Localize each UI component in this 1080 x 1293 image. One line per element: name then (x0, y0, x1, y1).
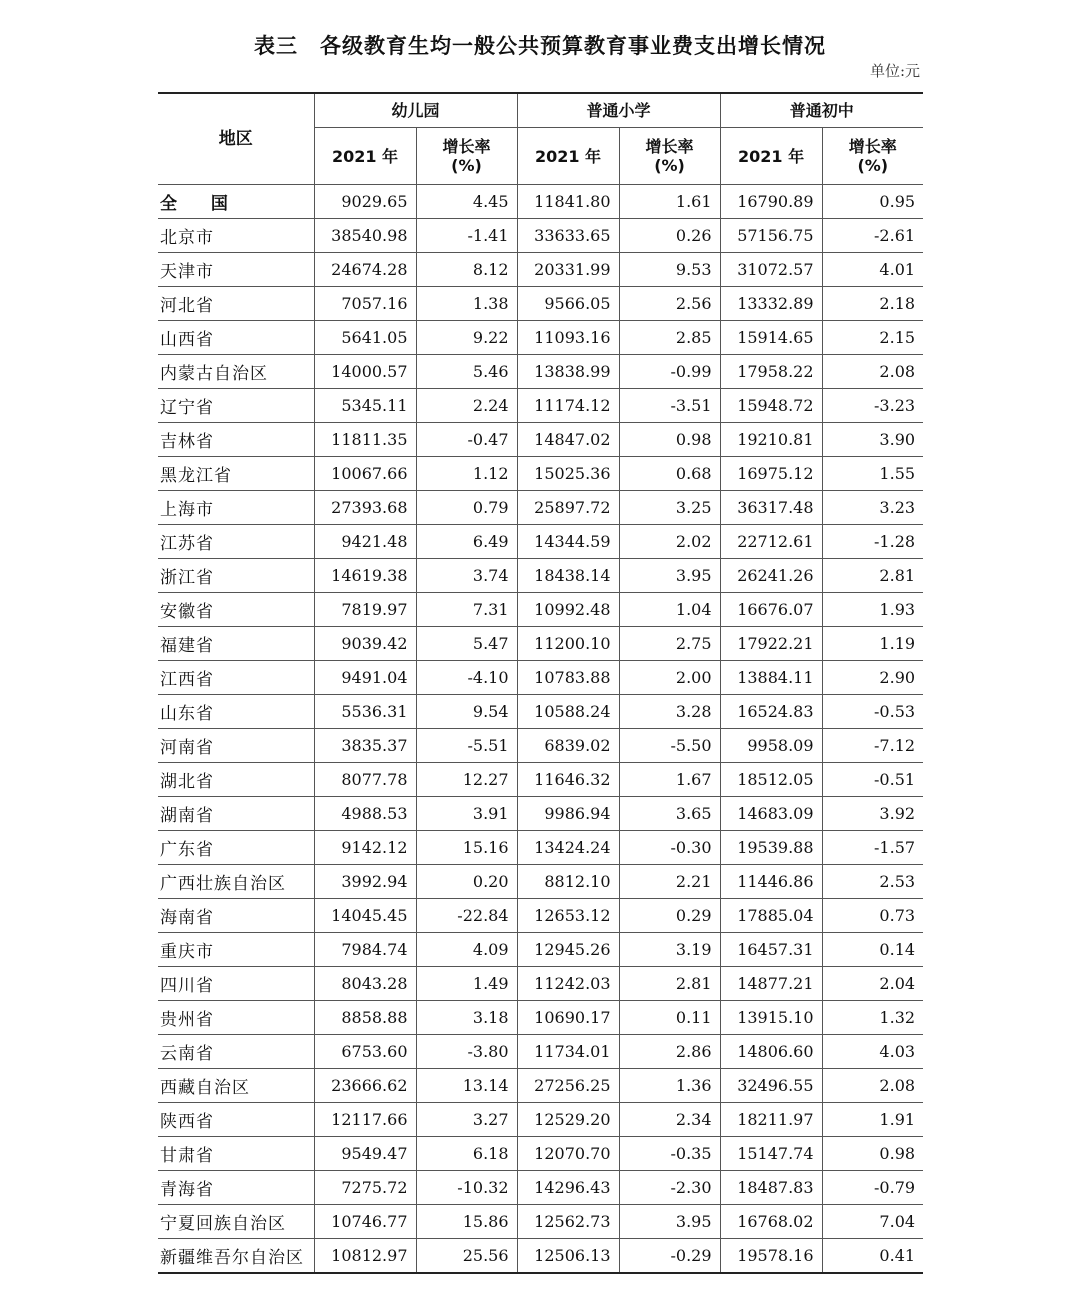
growth-rate-cell: 2.21 (619, 865, 720, 899)
region-cell: 湖北省 (158, 763, 314, 797)
amount-cell: 9958.09 (720, 729, 822, 763)
amount-cell: 5345.11 (314, 389, 416, 423)
table-row (158, 525, 923, 559)
growth-rate-cell: 3.95 (619, 559, 720, 593)
growth-rate-cell: -3.80 (416, 1035, 517, 1069)
region-cell: 重庆市 (158, 933, 314, 967)
region-cell: 辽宁省 (158, 389, 314, 423)
amount-cell: 8858.88 (314, 1001, 416, 1035)
growth-rate-cell: -2.30 (619, 1171, 720, 1205)
growth-rate-column-header: 增长率 (%) (619, 128, 720, 185)
growth-rate-cell: 0.73 (822, 899, 923, 933)
growth-rate-cell: 0.20 (416, 865, 517, 899)
growth-rate-cell: 3.18 (416, 1001, 517, 1035)
amount-cell: 14619.38 (314, 559, 416, 593)
amount-cell: 14847.02 (517, 423, 619, 457)
growth-rate-cell: 4.01 (822, 253, 923, 287)
growth-rate-cell: -3.23 (822, 389, 923, 423)
region-cell: 北京市 (158, 219, 314, 253)
region-cell: 江西省 (158, 661, 314, 695)
growth-rate-cell: 5.46 (416, 355, 517, 389)
amount-cell: 17922.21 (720, 627, 822, 661)
growth-rate-cell: 9.22 (416, 321, 517, 355)
expenditure-table (158, 92, 923, 1274)
amount-cell: 10746.77 (314, 1205, 416, 1239)
growth-rate-cell: -0.47 (416, 423, 517, 457)
amount-cell: 33633.65 (517, 219, 619, 253)
amount-cell: 9029.65 (314, 185, 416, 219)
growth-rate-cell: -5.50 (619, 729, 720, 763)
growth-rate-cell: 13.14 (416, 1069, 517, 1103)
growth-rate-cell: 3.27 (416, 1103, 517, 1137)
growth-rate-cell: 0.95 (822, 185, 923, 219)
amount-cell: 27393.68 (314, 491, 416, 525)
region-cell: 河北省 (158, 287, 314, 321)
table-row (158, 1035, 923, 1069)
amount-cell: 15147.74 (720, 1137, 822, 1171)
amount-cell: 11242.03 (517, 967, 619, 1001)
amount-cell: 25897.72 (517, 491, 619, 525)
amount-cell: 11200.10 (517, 627, 619, 661)
amount-cell: 13838.99 (517, 355, 619, 389)
amount-cell: 13424.24 (517, 831, 619, 865)
amount-cell: 31072.57 (720, 253, 822, 287)
growth-rate-cell: 1.12 (416, 457, 517, 491)
region-cell: 陕西省 (158, 1103, 314, 1137)
growth-rate-cell: 2.90 (822, 661, 923, 695)
growth-rate-column-header: 增长率 (%) (416, 128, 517, 185)
region-cell: 甘肃省 (158, 1137, 314, 1171)
amount-cell: 16676.07 (720, 593, 822, 627)
growth-rate-cell: -0.35 (619, 1137, 720, 1171)
region-cell: 天津市 (158, 253, 314, 287)
region-cell: 四川省 (158, 967, 314, 1001)
growth-rate-cell: 1.38 (416, 287, 517, 321)
amount-cell: 3835.37 (314, 729, 416, 763)
growth-rate-cell: 7.31 (416, 593, 517, 627)
growth-rate-cell: 2.18 (822, 287, 923, 321)
amount-cell: 16524.83 (720, 695, 822, 729)
growth-rate-cell: 4.09 (416, 933, 517, 967)
table-row (158, 899, 923, 933)
amount-cell: 27256.25 (517, 1069, 619, 1103)
amount-cell: 19539.88 (720, 831, 822, 865)
table-row (158, 933, 923, 967)
amount-cell: 19578.16 (720, 1239, 822, 1274)
table-row (158, 321, 923, 355)
amount-cell: 14683.09 (720, 797, 822, 831)
amount-cell: 14045.45 (314, 899, 416, 933)
amount-cell: 14877.21 (720, 967, 822, 1001)
amount-cell: 11174.12 (517, 389, 619, 423)
table-row (158, 967, 923, 1001)
growth-rate-cell: 3.19 (619, 933, 720, 967)
table-title: 表三 各级教育生均一般公共预算教育事业费支出增长情况 (254, 34, 826, 58)
growth-rate-cell: 1.04 (619, 593, 720, 627)
growth-rate-cell: 0.26 (619, 219, 720, 253)
growth-rate-cell: -0.53 (822, 695, 923, 729)
growth-rate-cell: 5.47 (416, 627, 517, 661)
amount-cell: 9566.05 (517, 287, 619, 321)
amount-cell: 9039.42 (314, 627, 416, 661)
growth-rate-cell: 2.00 (619, 661, 720, 695)
amount-cell: 12653.12 (517, 899, 619, 933)
amount-cell: 36317.48 (720, 491, 822, 525)
growth-rate-cell: 3.90 (822, 423, 923, 457)
amount-cell: 15948.72 (720, 389, 822, 423)
table-row (158, 661, 923, 695)
region-cell: 新疆维吾尔自治区 (158, 1239, 314, 1274)
table-row (158, 253, 923, 287)
amount-cell: 7275.72 (314, 1171, 416, 1205)
amount-cell: 10067.66 (314, 457, 416, 491)
region-cell: 全 国 (158, 185, 314, 219)
growth-rate-cell: 2.53 (822, 865, 923, 899)
growth-rate-cell: 1.55 (822, 457, 923, 491)
table-row (158, 695, 923, 729)
year-column-header: 2021 年 (720, 128, 822, 185)
amount-cell: 16457.31 (720, 933, 822, 967)
amount-cell: 7984.74 (314, 933, 416, 967)
table-row (158, 593, 923, 627)
region-cell: 广西壮族自治区 (158, 865, 314, 899)
growth-rate-cell: 0.98 (619, 423, 720, 457)
amount-cell: 15025.36 (517, 457, 619, 491)
amount-cell: 9142.12 (314, 831, 416, 865)
region-cell: 吉林省 (158, 423, 314, 457)
growth-rate-cell: 4.45 (416, 185, 517, 219)
amount-cell: 20331.99 (517, 253, 619, 287)
amount-cell: 9549.47 (314, 1137, 416, 1171)
table-row (158, 627, 923, 661)
growth-rate-cell: -7.12 (822, 729, 923, 763)
amount-cell: 11734.01 (517, 1035, 619, 1069)
amount-cell: 9986.94 (517, 797, 619, 831)
region-column-header: 地区 (158, 93, 314, 185)
growth-rate-cell: -0.51 (822, 763, 923, 797)
amount-cell: 16790.89 (720, 185, 822, 219)
growth-rate-column-header: 增长率 (%) (822, 128, 923, 185)
amount-cell: 4988.53 (314, 797, 416, 831)
growth-rate-cell: 2.34 (619, 1103, 720, 1137)
growth-rate-cell: -0.79 (822, 1171, 923, 1205)
table-row (158, 491, 923, 525)
amount-cell: 6753.60 (314, 1035, 416, 1069)
amount-cell: 12070.70 (517, 1137, 619, 1171)
growth-rate-cell: 1.67 (619, 763, 720, 797)
growth-rate-cell: 2.24 (416, 389, 517, 423)
amount-cell: 18438.14 (517, 559, 619, 593)
growth-rate-cell: 2.08 (822, 1069, 923, 1103)
growth-rate-cell: 3.74 (416, 559, 517, 593)
table-row (158, 423, 923, 457)
amount-cell: 11646.32 (517, 763, 619, 797)
amount-cell: 10690.17 (517, 1001, 619, 1035)
region-cell: 山东省 (158, 695, 314, 729)
amount-cell: 10812.97 (314, 1239, 416, 1274)
growth-rate-cell: 1.32 (822, 1001, 923, 1035)
growth-rate-cell: 1.19 (822, 627, 923, 661)
amount-cell: 38540.98 (314, 219, 416, 253)
amount-cell: 23666.62 (314, 1069, 416, 1103)
amount-cell: 14344.59 (517, 525, 619, 559)
growth-rate-cell: -4.10 (416, 661, 517, 695)
unit-label: 单位:元 (869, 62, 920, 80)
year-column-header: 2021 年 (517, 128, 619, 185)
group-header-kindergarten: 幼儿园 (314, 93, 517, 128)
growth-rate-cell: 2.75 (619, 627, 720, 661)
region-cell: 安徽省 (158, 593, 314, 627)
group-header-junior-high: 普通初中 (720, 93, 923, 128)
growth-rate-cell: 2.81 (619, 967, 720, 1001)
amount-cell: 11811.35 (314, 423, 416, 457)
amount-cell: 13884.11 (720, 661, 822, 695)
growth-rate-cell: -1.28 (822, 525, 923, 559)
growth-rate-cell: -10.32 (416, 1171, 517, 1205)
growth-rate-cell: 2.81 (822, 559, 923, 593)
table-row (158, 1137, 923, 1171)
region-cell: 内蒙古自治区 (158, 355, 314, 389)
amount-cell: 8077.78 (314, 763, 416, 797)
amount-cell: 18487.83 (720, 1171, 822, 1205)
growth-rate-cell: 2.15 (822, 321, 923, 355)
amount-cell: 16768.02 (720, 1205, 822, 1239)
amount-cell: 11446.86 (720, 865, 822, 899)
table-row (158, 1069, 923, 1103)
amount-cell: 14000.57 (314, 355, 416, 389)
amount-cell: 57156.75 (720, 219, 822, 253)
growth-rate-cell: 0.98 (822, 1137, 923, 1171)
growth-rate-cell: 4.03 (822, 1035, 923, 1069)
amount-cell: 13332.89 (720, 287, 822, 321)
growth-rate-cell: 15.86 (416, 1205, 517, 1239)
amount-cell: 12529.20 (517, 1103, 619, 1137)
amount-cell: 16975.12 (720, 457, 822, 491)
region-cell: 山西省 (158, 321, 314, 355)
growth-rate-cell: 2.04 (822, 967, 923, 1001)
growth-rate-cell: 9.53 (619, 253, 720, 287)
table-row (158, 1001, 923, 1035)
amount-cell: 12506.13 (517, 1239, 619, 1274)
growth-rate-cell: 1.61 (619, 185, 720, 219)
region-cell: 上海市 (158, 491, 314, 525)
amount-cell: 12117.66 (314, 1103, 416, 1137)
table-row (158, 797, 923, 831)
growth-rate-cell: 3.92 (822, 797, 923, 831)
growth-rate-cell: 0.14 (822, 933, 923, 967)
growth-rate-cell: 0.29 (619, 899, 720, 933)
table-row (158, 1239, 923, 1274)
growth-rate-cell: 3.95 (619, 1205, 720, 1239)
region-cell: 宁夏回族自治区 (158, 1205, 314, 1239)
amount-cell: 10783.88 (517, 661, 619, 695)
growth-rate-cell: -1.57 (822, 831, 923, 865)
amount-cell: 11093.16 (517, 321, 619, 355)
amount-cell: 12562.73 (517, 1205, 619, 1239)
amount-cell: 9491.04 (314, 661, 416, 695)
year-column-header: 2021 年 (314, 128, 416, 185)
table-row (158, 389, 923, 423)
amount-cell: 15914.65 (720, 321, 822, 355)
table-row (158, 287, 923, 321)
growth-rate-cell: 1.93 (822, 593, 923, 627)
growth-rate-cell: -3.51 (619, 389, 720, 423)
region-cell: 广东省 (158, 831, 314, 865)
amount-cell: 17885.04 (720, 899, 822, 933)
growth-rate-cell: 8.12 (416, 253, 517, 287)
growth-rate-cell: 2.02 (619, 525, 720, 559)
growth-rate-cell: 25.56 (416, 1239, 517, 1274)
growth-rate-cell: -0.30 (619, 831, 720, 865)
growth-rate-cell: 6.18 (416, 1137, 517, 1171)
amount-cell: 13915.10 (720, 1001, 822, 1035)
table-row (158, 185, 923, 219)
region-cell: 河南省 (158, 729, 314, 763)
region-cell: 海南省 (158, 899, 314, 933)
growth-rate-cell: 2.56 (619, 287, 720, 321)
amount-cell: 14296.43 (517, 1171, 619, 1205)
amount-cell: 18211.97 (720, 1103, 822, 1137)
growth-rate-cell: 0.68 (619, 457, 720, 491)
growth-rate-cell: 1.91 (822, 1103, 923, 1137)
region-cell: 黑龙江省 (158, 457, 314, 491)
growth-rate-cell: -22.84 (416, 899, 517, 933)
amount-cell: 7057.16 (314, 287, 416, 321)
amount-cell: 18512.05 (720, 763, 822, 797)
table-body (158, 185, 923, 1274)
table-row (158, 729, 923, 763)
amount-cell: 7819.97 (314, 593, 416, 627)
growth-rate-cell: 3.65 (619, 797, 720, 831)
growth-rate-cell: 2.08 (822, 355, 923, 389)
growth-rate-cell: -0.99 (619, 355, 720, 389)
amount-cell: 10588.24 (517, 695, 619, 729)
amount-cell: 5641.05 (314, 321, 416, 355)
amount-cell: 6839.02 (517, 729, 619, 763)
table-row (158, 559, 923, 593)
growth-rate-cell: 2.86 (619, 1035, 720, 1069)
growth-rate-cell: 15.16 (416, 831, 517, 865)
table-row (158, 763, 923, 797)
growth-rate-cell: 0.11 (619, 1001, 720, 1035)
group-header-primary: 普通小学 (517, 93, 720, 128)
growth-rate-cell: 6.49 (416, 525, 517, 559)
table-row (158, 1171, 923, 1205)
region-cell: 福建省 (158, 627, 314, 661)
amount-cell: 3992.94 (314, 865, 416, 899)
growth-rate-cell: 9.54 (416, 695, 517, 729)
amount-cell: 8043.28 (314, 967, 416, 1001)
region-cell: 西藏自治区 (158, 1069, 314, 1103)
growth-rate-cell: 3.91 (416, 797, 517, 831)
growth-rate-cell: 0.41 (822, 1239, 923, 1274)
growth-rate-cell: 7.04 (822, 1205, 923, 1239)
growth-rate-cell: 3.23 (822, 491, 923, 525)
region-cell: 江苏省 (158, 525, 314, 559)
growth-rate-cell: -0.29 (619, 1239, 720, 1274)
amount-cell: 32496.55 (720, 1069, 822, 1103)
growth-rate-cell: 2.85 (619, 321, 720, 355)
amount-cell: 22712.61 (720, 525, 822, 559)
region-cell: 湖南省 (158, 797, 314, 831)
amount-cell: 12945.26 (517, 933, 619, 967)
region-cell: 云南省 (158, 1035, 314, 1069)
growth-rate-cell: 12.27 (416, 763, 517, 797)
region-cell: 青海省 (158, 1171, 314, 1205)
table-row (158, 865, 923, 899)
table-row (158, 831, 923, 865)
amount-cell: 17958.22 (720, 355, 822, 389)
table-row (158, 355, 923, 389)
region-cell: 浙江省 (158, 559, 314, 593)
growth-rate-cell: -1.41 (416, 219, 517, 253)
amount-cell: 8812.10 (517, 865, 619, 899)
amount-cell: 10992.48 (517, 593, 619, 627)
amount-cell: 26241.26 (720, 559, 822, 593)
amount-cell: 9421.48 (314, 525, 416, 559)
growth-rate-cell: 3.28 (619, 695, 720, 729)
table-row (158, 457, 923, 491)
amount-cell: 14806.60 (720, 1035, 822, 1069)
growth-rate-cell: -5.51 (416, 729, 517, 763)
growth-rate-cell: 3.25 (619, 491, 720, 525)
growth-rate-cell: 1.49 (416, 967, 517, 1001)
amount-cell: 24674.28 (314, 253, 416, 287)
amount-cell: 19210.81 (720, 423, 822, 457)
table-row (158, 219, 923, 253)
region-cell: 贵州省 (158, 1001, 314, 1035)
amount-cell: 11841.80 (517, 185, 619, 219)
table-row (158, 1103, 923, 1137)
amount-cell: 5536.31 (314, 695, 416, 729)
growth-rate-cell: -2.61 (822, 219, 923, 253)
growth-rate-cell: 0.79 (416, 491, 517, 525)
table-row (158, 1205, 923, 1239)
growth-rate-cell: 1.36 (619, 1069, 720, 1103)
